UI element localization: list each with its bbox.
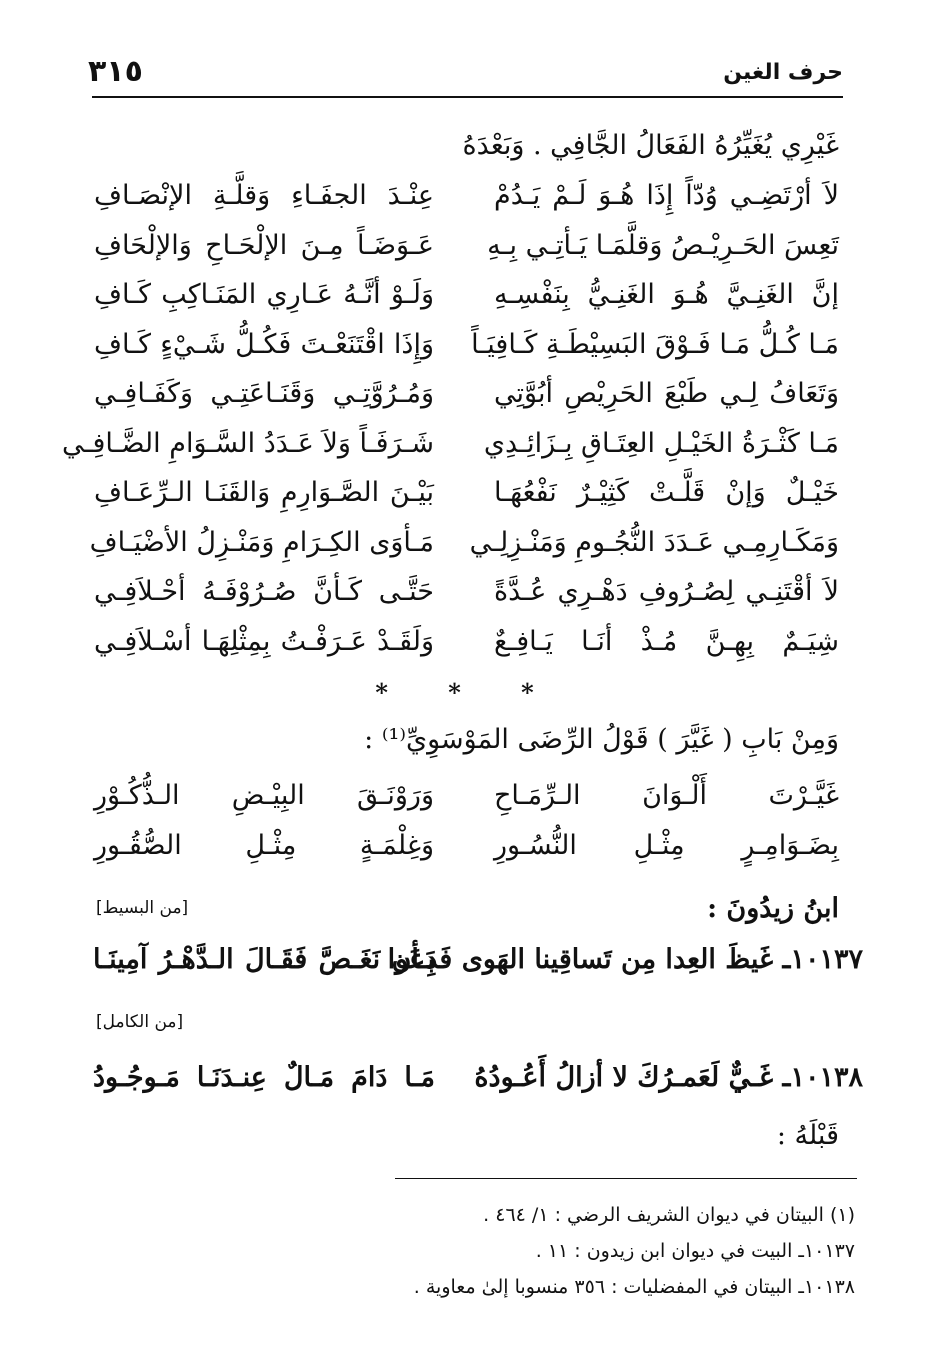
- entry-10138: [93, 1062, 863, 1112]
- meter-label: [من الكامل]: [96, 1012, 184, 1032]
- hemistich-second: عَـوَضَـاً مِـنَ الإلْحَـاحِ وَالإلْحَافِ: [94, 229, 434, 261]
- hemistich-second: وَرَوْنَـقَ البِيْـضِ الـذُّكُـوْرِ: [94, 780, 434, 811]
- hemistich-second: وَلَقَـدْ عَـرَفْـتُ بِمِثْلِهَـا أسْـلاَفِـي: [94, 625, 434, 657]
- hemistich-second: وَلَـوْ أنَّـهُ عَـارِي المَنَـاكِبِ كَـافِ: [94, 279, 434, 310]
- verse-row: [62, 427, 839, 474]
- hemistich-first: وَتَعَافُ لِـي طَبْعَ الحَرِيْصِ أبُوَّتِي: [494, 378, 839, 409]
- meter-label: [من البسيط]: [96, 898, 189, 918]
- hemistich-first: لاَ أرْتَضِـي وُدّاً إِذَا هُـوَ لَـمْ يَـدُمْ: [494, 180, 839, 211]
- intro-line: غَيْرِي يُغَيِّرُهُ الفَعَالُ الجَّافِي . وَبَعْدَهُ: [462, 130, 839, 161]
- hemistich-first: بِضَـوَامِـرٍ مِثْـلِ النُّسُـورِ: [494, 830, 839, 861]
- hemistich-first: خَيْـلٌ وَإنْ قَلَّـتْ كَثِيْـرٌ نَفْعُهَـا: [494, 477, 839, 508]
- hemistich-first: تَعِسَ الحَـرِيْـصُ وَقلَّمَـا يَـأتِـي بِـهِ: [487, 229, 839, 261]
- footnote-divider: [395, 1178, 857, 1179]
- footnote-10137: ١٠١٣٧ـ البيت في ديوان ابن زيدون : ١١ .: [535, 1240, 855, 1262]
- section-separator: * * *: [375, 678, 560, 707]
- hemistich-second: مَـأوَى الكِـرَامِ وَمَنْـزِلُ الأضْيَـافِ: [89, 526, 434, 558]
- hemistich-second: بَيْـنَ الصَّـوَارِمِ وَالقَنَـا الـرِّعَـافِ: [94, 477, 434, 508]
- verse-row: [94, 576, 839, 622]
- hemistich-second: وَغِلْمَـةٍ مِثْـلِ الصُّقُـورِ: [94, 830, 434, 861]
- footnote-10138: ١٠١٣٨ـ البيتان في المفضليات : ٣٥٦ منسوبا إلىٰ معاوية .: [413, 1276, 855, 1298]
- hemistich-second: وَإِذَا اقْتَنَعْـتَ فَكُـلُّ شَـيْءٍ كَـافِ: [94, 328, 434, 360]
- verse-row: [94, 626, 839, 672]
- page-number: ٣١٥: [88, 54, 143, 89]
- hemistich-first: لاَ أقْتَنِـي لِصُـرُوفِ دَهْـرِي عُـدَّةً: [494, 576, 839, 607]
- header-divider: [92, 96, 843, 98]
- hemistich-first: مَـا كُـلُّ مَـا فَـوْقَ البَسِيْطَـةِ كَـافِيَـاً: [471, 328, 839, 360]
- verse-row: [94, 477, 839, 523]
- chapter-title: حرف الغين: [723, 60, 843, 85]
- verse-row: [94, 378, 839, 424]
- verse-row: [94, 279, 839, 325]
- entry-10137: [93, 944, 863, 994]
- hemistich-second: مَـا دَامَ مَـالٌ عِنـدَنَـا مَـوجُـودُ: [93, 1062, 435, 1093]
- hemistich-first: ١٠١٣٨ـ غَـيٌّ لَعَمـرُكَ لا أزالُ أَعُـودُهُ: [474, 1062, 863, 1093]
- hemistich-first: شِيَـمٌ بِهِـنَّ مُـذْ أنَـا يَـافِـعٌ: [494, 625, 839, 657]
- qablahu-line: قَبْلَهُ :: [776, 1120, 839, 1151]
- verse-row: [89, 526, 839, 573]
- hemistich-second: بِـأن نَغَـصَّ فَقَـالَ الـدَّهْـرُ آمِينَـا: [93, 944, 435, 975]
- hemistich-second: حَتَّـى كَـأنَّ صُـرُوْفَـهُ أحْـلاَفِـي: [94, 576, 434, 607]
- footnote-1: (١) البيتان في ديوان الشريف الرضي : ١/ ٤٦٤ .: [483, 1204, 855, 1226]
- hemistich-first: ١٠١٣٧ـ غَيظَ العِدا مِن تَساقِينا الهَوى فَدَعَوا: [387, 944, 863, 975]
- hemistich-first: إنَّ الغَنِـيَّ هُـوَ الغَنِـيُّ بِنَفْسِـهِ: [494, 279, 839, 310]
- verse-row: [94, 780, 839, 826]
- hemistich-first: غَيَّـرْتَ أَلْـوَانَ الـرِّمَـاحِ: [494, 780, 839, 811]
- hemistich-second: شَـرَفَـاً وَلاَ عَـدَدُ السَّـوَامِ الضَّـافِـي: [62, 427, 434, 459]
- verse-row: [94, 180, 839, 226]
- bab-line: وَمِنْ بَابِ ( غَيَّرَ ) قَوْلُ الرِّضَى المَوْسَوِيِّ⁽¹⁾ :: [364, 724, 839, 755]
- verse-row: [94, 329, 839, 375]
- verse-row: [94, 830, 839, 876]
- poet-name: ابنُ زيدُونَ :: [707, 893, 839, 924]
- hemistich-second: عِنْـدَ الجفَـاءِ وَقلَّـةِ الإنْصَـافِ: [94, 180, 434, 211]
- verse-row: [94, 230, 839, 276]
- hemistich-first: مَـا كَثْـرَةُ الخَيْـلِ العِتَـاقِ بِـزَائِـدِي: [483, 427, 839, 459]
- hemistich-first: وَمَكَـارِمِـي عَـدَدَ النُّجُـومِ وَمَنْـزِلِـي: [469, 526, 839, 558]
- hemistich-second: وَمُـرُوَّتِـي وَقَنَـاعَتِـي وَكَفَـافِـي: [94, 378, 434, 409]
